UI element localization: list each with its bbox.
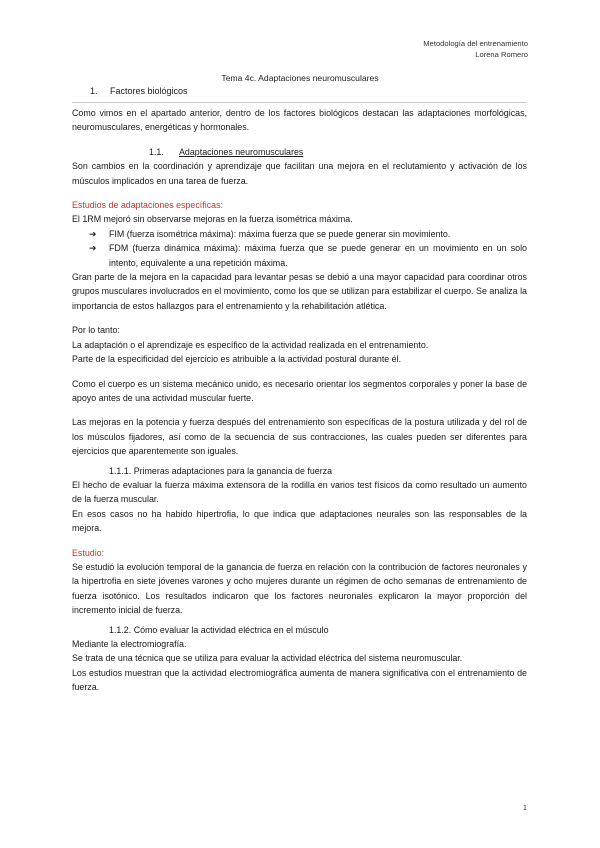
paragraph-cambios: Son cambios en la coordinación y aprendizaje que facilitan una mejora en el reclutamiento y activación de los músculos implicados en una tarea de fuerza.	[72, 161, 527, 186]
paragraph-1rm: El 1RM mejoró sin observarse mejoras en la fuerza isométrica máxima.	[72, 214, 353, 225]
section-number: 1.	[90, 86, 98, 96]
section-heading-1-1	[72, 145, 527, 159]
paragraph-adaptacion: La adaptación o el aprendizaje es específico de la actividad realizada en el entrenamiento.	[72, 339, 429, 350]
arrow-icon: ➔	[89, 228, 97, 239]
paragraph-mejoras: Las mejoras en la potencia y fuerza después del entrenamiento son específicas de la postura utilizada y del rol de los músculos fijadores, así como de la secuencia de sus contracciones, las cuales pueden ser diferentes para ejercicios que aparentemente son iguales.	[72, 417, 527, 457]
page-header	[423, 38, 528, 60]
section-number: 1.1.2.	[109, 624, 132, 635]
paragraph-gran-parte: Gran parte de la mejora en la capacidad para levantar pesas se debió a una mayor capacidad para coordinar otros grupos musculares involucrados en el movimiento, como los que se utilizan para estabilizar el cuerpo. Se analiza la importancia de estos hallazgos para el entrenamiento y la rehabilitación atlética.	[72, 272, 527, 311]
document-title: Tema 4c. Adaptaciones neuromusculares	[221, 73, 379, 83]
page-number: 1	[522, 803, 527, 812]
paragraph-estudio: Se estudió la evolución temporal de la ganancia de fuerza en relación con la contribución de factores neuronales y la hipertrofia en siete jóvenes varones y ocho mujeres durante un régimen de ocho semanas de entrenamiento de fuerza isotónico. Los resultados indicaron que los factores neuronales explicaron la mayor proporción del incremento inicial de fuerza.	[72, 561, 527, 616]
document-body	[72, 106, 527, 695]
section-heading-1	[90, 86, 188, 96]
section-title: Factores biológicos	[110, 86, 188, 96]
paragraph-casos: En esos casos no ha habido hipertrofia, lo que indica que adaptaciones neurales son las responsables de la mejora.	[72, 508, 527, 534]
paragraph-estudios: Los estudios muestran que la actividad electromiográfica aumenta de manera significativa con el entrenamiento de fuerza.	[72, 667, 527, 693]
section-number: 1.1.	[149, 146, 164, 157]
paragraph-por-lo-tanto: Por lo tanto:	[72, 325, 120, 336]
bullet-text: FDM (fuerza dinámica máxima): máxima fuerza que se puede generar en un movimiento en un solo intento, equivalente a una repetición máxima.	[109, 243, 527, 268]
arrow-icon: ➔	[89, 243, 97, 254]
bullet-item	[72, 241, 527, 270]
section-title: Adaptaciones neuromusculares	[179, 146, 304, 157]
estudio-heading: Estudio:	[72, 547, 105, 558]
paragraph-hecho: El hecho de evaluar la fuerza máxima extensora de la rodilla en varios test físicos da como resultado un aumento de la fuerza muscular.	[72, 479, 527, 505]
estudios-heading: Estudios de adaptaciones específicas:	[72, 200, 223, 211]
header-author: Lorena Romero	[475, 50, 528, 59]
section-heading-1-1-2	[72, 623, 527, 637]
paragraph-mediante: Mediante la electromiografía.	[72, 639, 187, 649]
paragraph-parte: Parte de la especificidad del ejercicio es atribuible a la actividad postural durante él.	[72, 354, 402, 365]
section-heading-1-1-1	[72, 464, 527, 478]
paragraph-cuerpo: Como el cuerpo es un sistema mecánico unido, es necesario orientar los segmentos corporales y poner la base de apoyo antes de una actividad muscular fuerte.	[72, 378, 527, 403]
header-subject: Metodología del entrenamiento	[423, 39, 528, 48]
bullet-text: FIM (fuerza isométrica máxima): máxima fuerza que se puede generar sin movimiento.	[109, 228, 451, 239]
section-number: 1.1.1.	[109, 465, 132, 476]
bullet-item	[72, 227, 527, 241]
intro-paragraph: Como vimos en el apartado anterior, dentro de los factores biológicos destacan las adaptaciones morfológicas, neuromusculares, energéticas y hormonales.	[72, 108, 527, 133]
heading-divider	[72, 102, 527, 103]
paragraph-tecnica: Se trata de una técnica que se utiliza para evaluar la actividad eléctrica del sistema neuromuscular.	[72, 653, 463, 664]
section-title: Cómo evaluar la actividad eléctrica en el músculo	[133, 624, 329, 635]
section-title: Primeras adaptaciones para la ganancia de fuerza	[133, 465, 333, 476]
